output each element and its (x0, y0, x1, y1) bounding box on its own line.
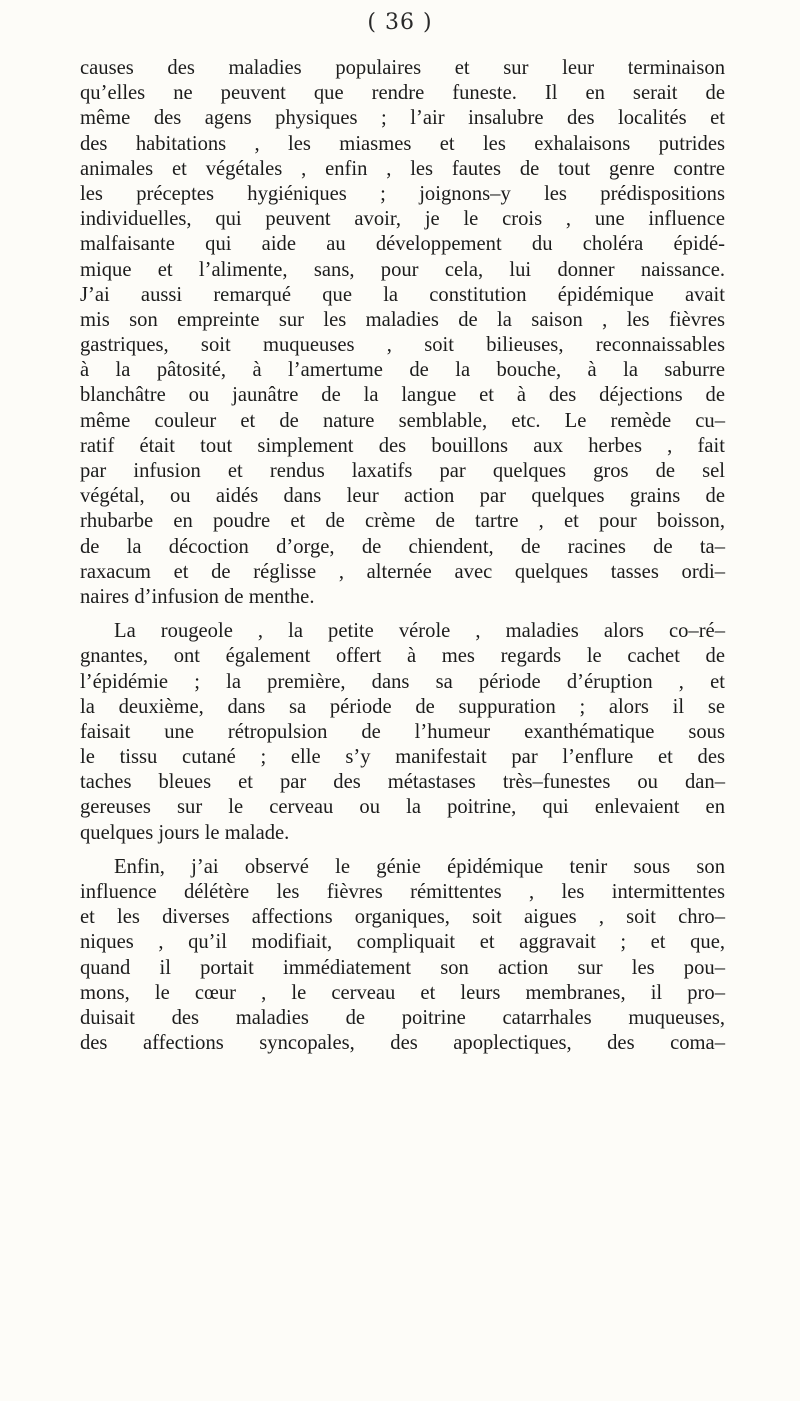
paragraph-2 (80, 619, 725, 846)
text-line: niques , qu’il modifiait, compliquait et aggravait ; et que, (80, 931, 725, 954)
text-line: J’ai aussi remarqué que la constitution épidémique avait (80, 283, 725, 306)
text-line: à la pâtosité, à l’amertume de la bouche, à la saburre (80, 359, 725, 382)
text-line: le tissu cutané ; elle s’y manifestait par l’enflure et des (80, 746, 725, 769)
text-line: qu’elles ne peuvent que rendre funeste. Il en serait de (80, 82, 725, 105)
text-line: ratif était tout simplement des bouillons aux herbes , fait (80, 434, 725, 457)
text-line: végétal, ou aidés dans leur action par quelques grains de (80, 485, 725, 508)
body-text (80, 56, 725, 1056)
paragraph-gap (80, 846, 725, 855)
text-line: gastriques, soit muqueuses , soit bilieuses, reconnaissables (80, 334, 725, 357)
text-line: quelques jours le malade. (80, 821, 290, 844)
paragraph-gap (80, 610, 725, 619)
paragraph-3 (80, 855, 725, 1057)
text-line: rhubarbe en poudre et de crème de tartre , et pour boisson, (80, 510, 725, 533)
text-line: naires d’infusion de menthe. (80, 585, 315, 608)
text-line: duisait des maladies de poitrine catarrhales muqueuses, (80, 1006, 725, 1029)
text-line: taches bleues et par des métastases très–funestes ou dan– (80, 771, 725, 794)
text-line: faisait une rétropulsion de l’humeur exanthématique sous (80, 720, 725, 743)
page-number: ( 36 ) (367, 10, 433, 35)
text-line: quand il portait immédiatement son action sur les pou– (80, 956, 725, 979)
text-line: même des agens physiques ; l’air insalubre des localités et (80, 107, 725, 130)
text-line: des affections syncopales, des apoplectiques, des coma– (80, 1032, 725, 1055)
text-line: Enfin, j’ai observé le génie épidémique tenir sous son (114, 855, 725, 878)
text-line: individuelles, qui peuvent avoir, je le crois , une influence (80, 208, 725, 231)
text-line: les préceptes hygiéniques ; joignons–y les prédispositions (80, 182, 725, 205)
text-line: animales et végétales , enfin , les fautes de tout genre contre (80, 157, 725, 180)
text-line: malfaisante qui aide au développement du choléra épidé- (80, 233, 725, 256)
text-line: mique et l’alimente, sans, pour cela, lui donner naissance. (80, 258, 725, 281)
text-line: par infusion et rendus laxatifs par quelques gros de sel (80, 460, 725, 482)
text-line: mis son empreinte sur les maladies de la saison , les fièvres (80, 308, 725, 331)
text-line: influence délétère les fièvres rémittentes , les intermittentes (80, 881, 725, 903)
paragraph-1 (80, 56, 725, 610)
text-line: même couleur et de nature semblable, etc. Le remède cu– (80, 409, 725, 432)
text-line: mons, le cœur , le cerveau et leurs membranes, il pro– (80, 981, 725, 1004)
text-line: La rougeole , la petite vérole , maladies alors co–ré– (114, 620, 725, 643)
text-line: causes des maladies populaires et sur leur terminaison (80, 57, 725, 79)
text-line: raxacum et de réglisse , alternée avec quelques tasses ordi– (80, 560, 725, 583)
text-line: l’épidémie ; la première, dans sa période d’éruption , et (80, 670, 725, 693)
text-line: et les diverses affections organiques, soit aigues , soit chro– (80, 906, 725, 929)
text-line: gereuses sur le cerveau ou la poitrine, qui enlevaient en (80, 796, 725, 819)
text-line: gnantes, ont également offert à mes regards le cachet de (80, 645, 725, 668)
text-line: la deuxième, dans sa période de suppuration ; alors il se (80, 695, 725, 718)
text-line: de la décoction d’orge, de chiendent, de racines de ta– (80, 535, 725, 558)
text-line: des habitations , les miasmes et les exhalaisons putrides (80, 132, 725, 155)
text-line: blanchâtre ou jaunâtre de la langue et à des déjections de (80, 384, 725, 407)
